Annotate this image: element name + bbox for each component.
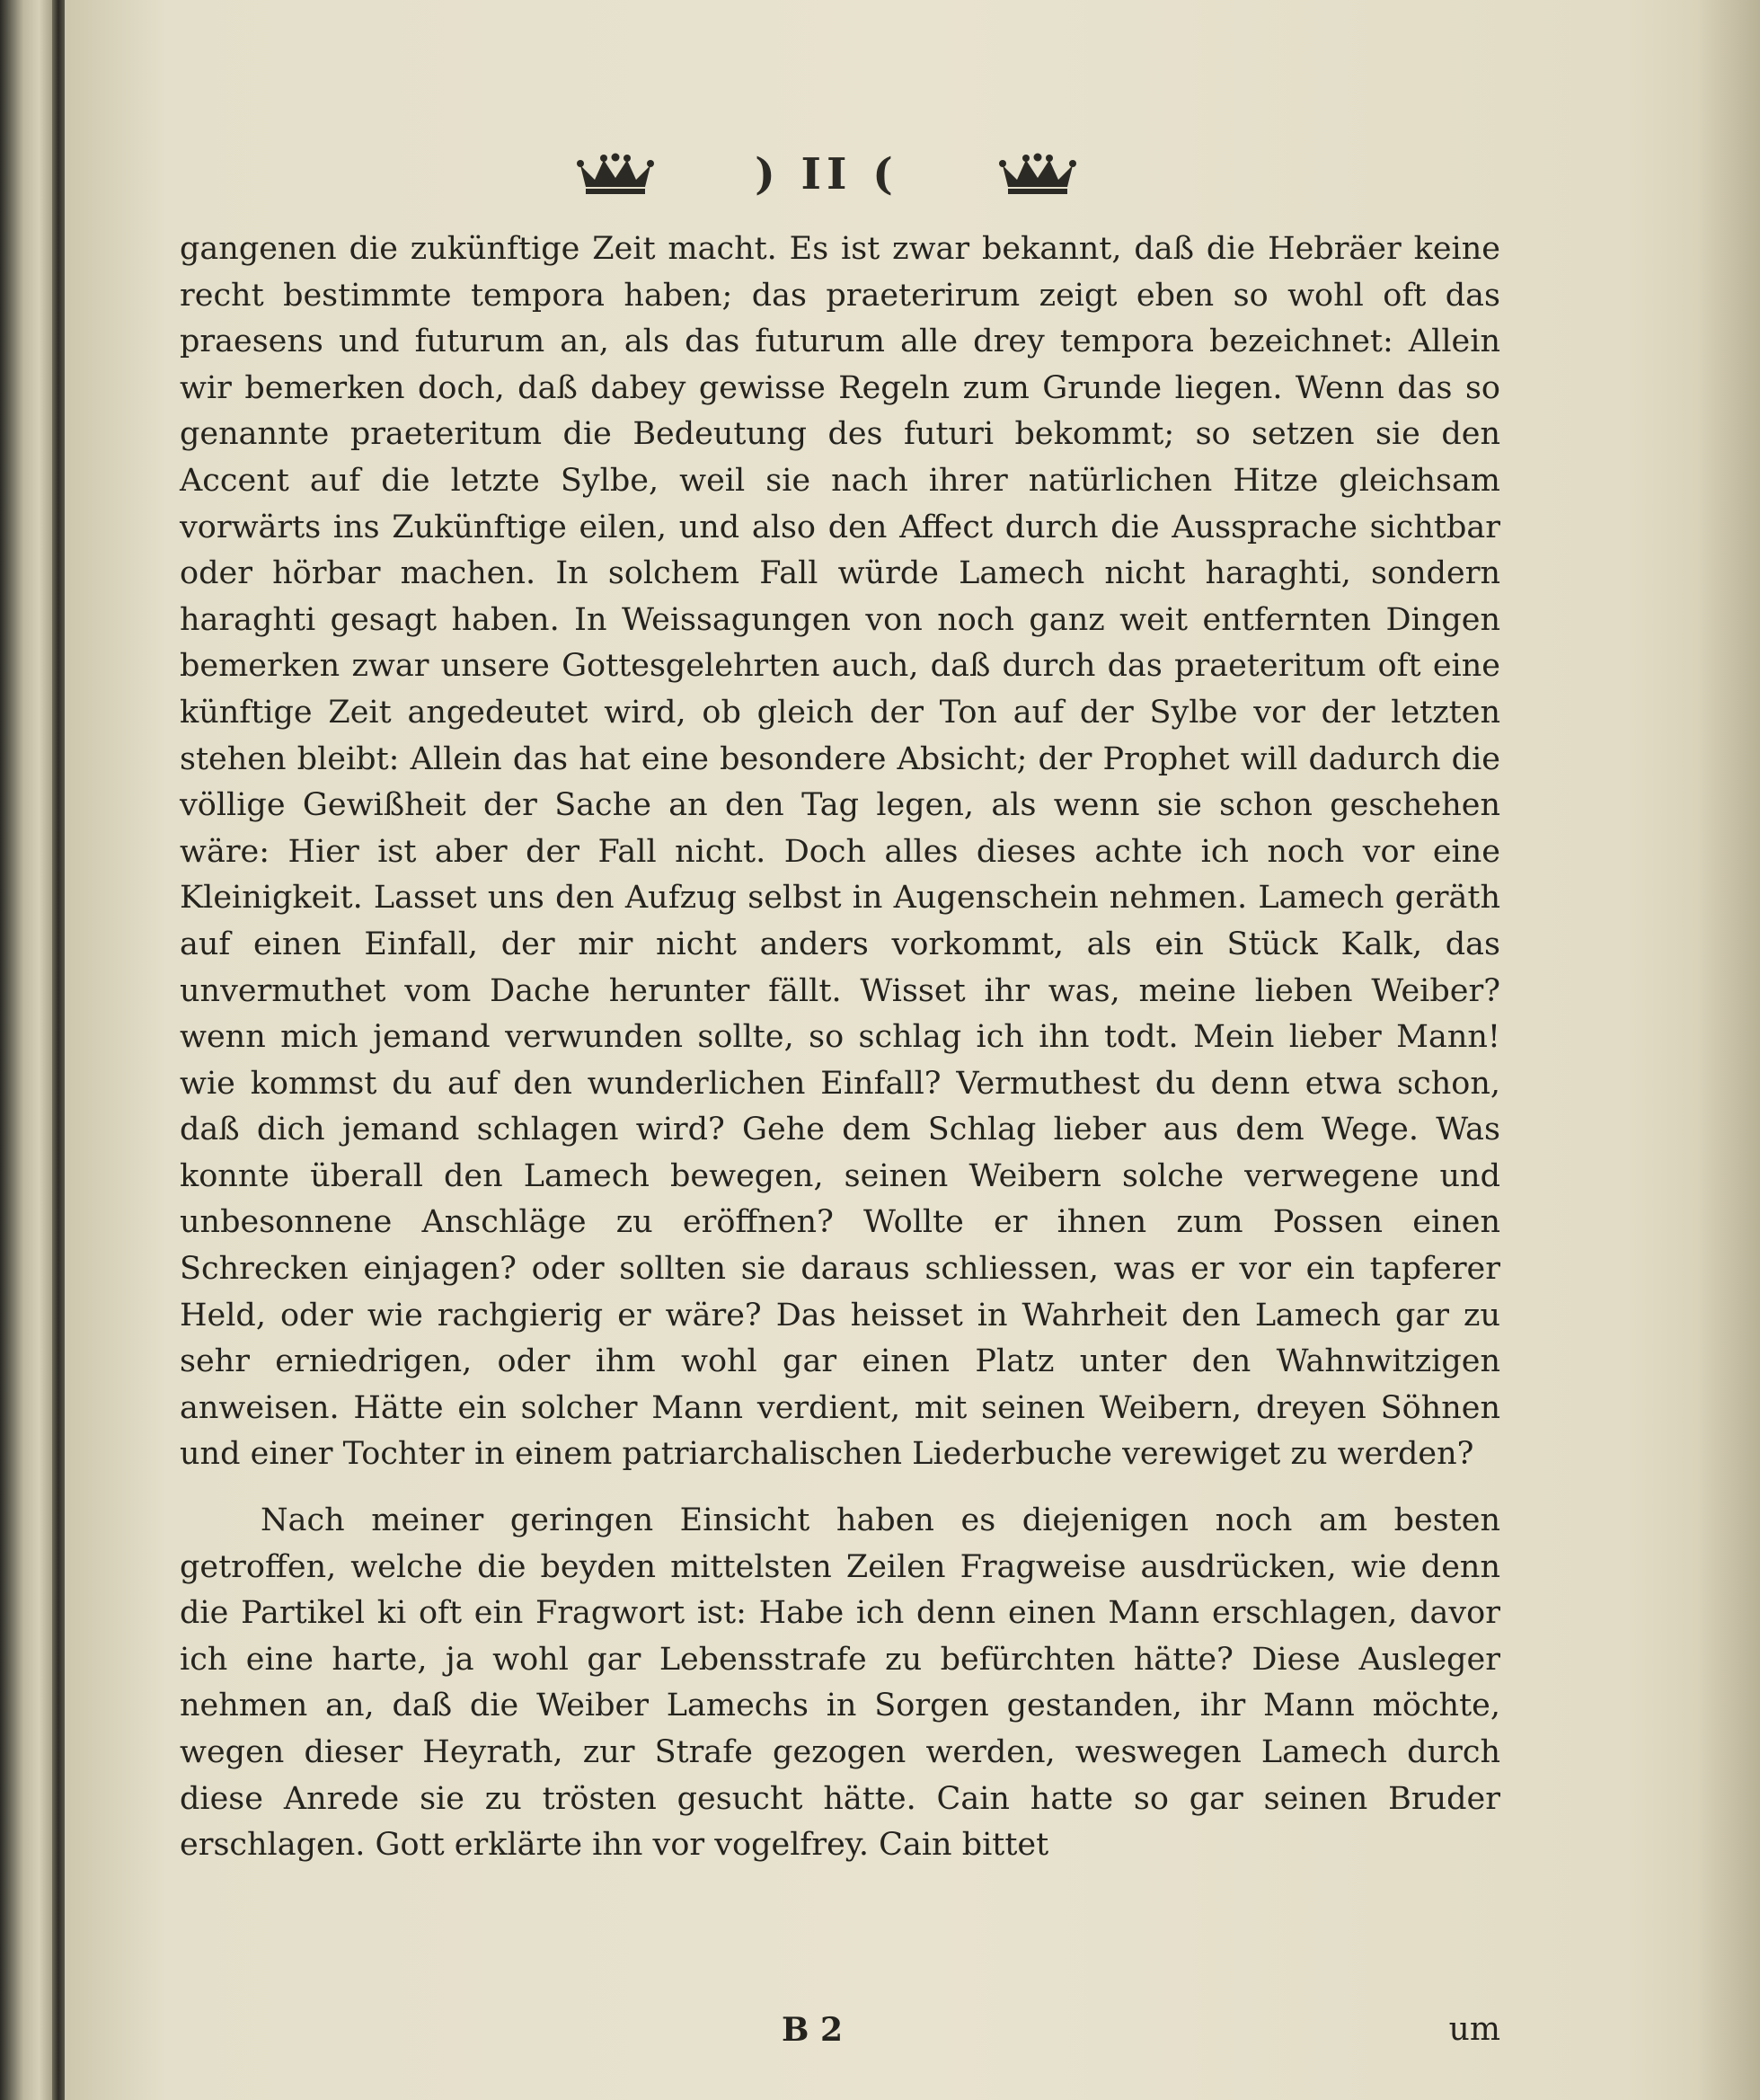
facing-page-edge (0, 0, 52, 2100)
running-head (575, 146, 1078, 203)
book-gutter (52, 0, 65, 2100)
page-number: ) II ( (755, 149, 898, 199)
page-footer (180, 2011, 1500, 2061)
crown-icon (575, 153, 656, 196)
crown-icon (997, 153, 1078, 196)
catchword: um (1448, 2011, 1500, 2048)
paragraph: gangenen die zukünftige Zeit macht. Es ist zwar bekannt, daß die Hebräer keine recht bestimmte tempora haben; das praeterirum zeigt eben so wohl oft das praesens und futurum an, als das futurum alle drey tempora bezeichnet: Allein wir bemerken doch, daß dabey gewisse Regeln zum Grunde liegen. Wenn das so genannte praeteritum die Bedeutung des futuri bekommt; so setzen sie den Accent auf die letzte Sylbe, weil sie nach ihrer natürlichen Hitze gleichsam vorwärts ins Zukünftige eilen, und also den Affect durch die Aussprache sichtbar oder hörbar machen. In solchem Fall würde Lamech nicht haraghti, sondern haraghti gesagt haben. In Weissagungen von noch ganz weit entfernten Dingen bemerken zwar unsere Gottesgelehrten auch, daß durch das praeteritum oft eine künftige Zeit angedeutet wird, ob gleich der Ton auf der Sylbe vor der letzten stehen bleibt: Allein das hat eine besondere Absicht; der Prophet will dadurch die völlige Gewißheit der Sache an den Tag legen, als wenn sie schon geschehen wäre: Hier ist aber der Fall nicht. Doch alles dieses achte ich noch vor eine Kleinigkeit. Lasset uns den Aufzug selbst in Augenschein nehmen. Lamech geräth auf einen Einfall, der mir nicht anders vorkommt, als ein Stück Kalk, das unvermuthet vom Dache herunter fällt. Wisset ihr was, meine lieben Weiber? wenn mich jemand verwunden sollte, so schlag ich ihn todt. Mein lieber Mann! wie kommst du auf den wunderlichen Einfall? Vermuthest du denn etwa schon, daß dich jemand schlagen wird? Gehe dem Schlag lieber aus dem Wege. Was konnte überall den Lamech bewegen, seinen Weibern solche verwegene und unbesonnene Anschläge zu eröffnen? Wollte er ihnen zum Possen einen Schrecken einjagen? oder sollten sie daraus schliessen, was er vor ein tapferer Held, oder wie rachgierig er wäre? Das heisset in Wahrheit den Lamech gar zu sehr erniedrigen, oder ihm wohl gar einen Platz unter den Wahnwitzigen anweisen. Hätte ein solcher Mann verdient, mit seinen Weibern, dreyen Söhnen und einer Tochter in einem patriarchalischen Liederbuche verewiget zu werden? (180, 231, 1500, 1473)
paragraph: Nach meiner geringen Einsicht haben es diejenigen noch am besten getroffen, welche die beyden mittelsten Zeilen Fragweise ausdrücken, wie denn die Partikel ki oft ein Fragwort ist: Habe ich denn einen Mann erschlagen, davor ich eine harte, ja wohl gar Lebensstrafe zu befürchten hätte? Diese Ausleger nehmen an, daß die Weiber Lamechs in Sorgen gestanden, ihr Mann möchte, wegen dieser Heyrath, zur Strafe gezogen werden, weswegen Lamech durch diese Anrede sie zu trösten gesucht hätte. Cain hatte so gar seinen Bruder erschlagen. Gott erklärte ihn vor vogelfrey. Cain bittet (180, 1502, 1500, 1864)
body-text (180, 226, 1500, 1869)
signature-mark: B 2 (782, 2011, 844, 2049)
